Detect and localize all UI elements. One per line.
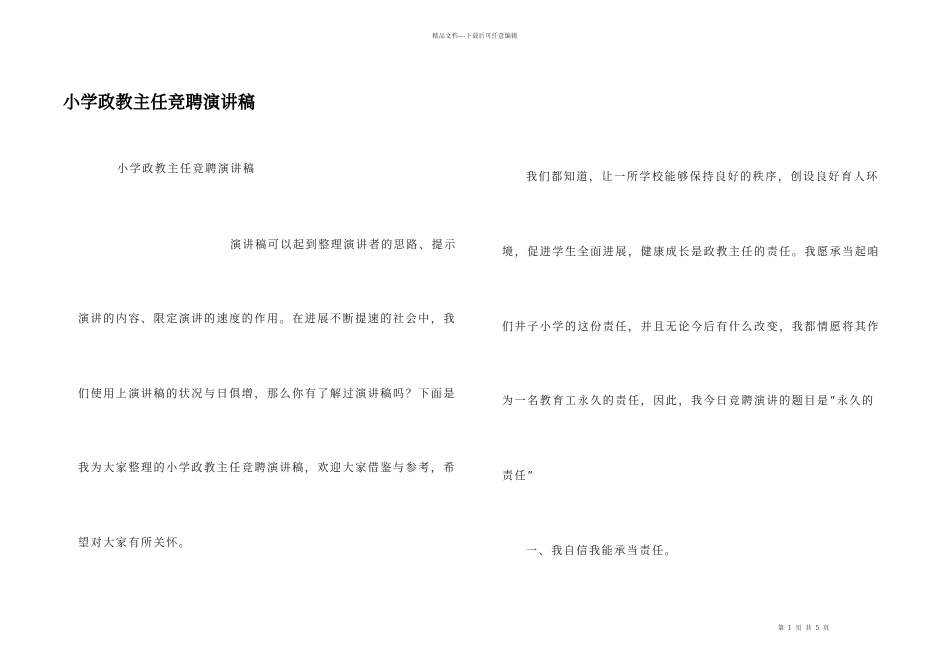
left-line-1: 小学政教主任竞聘演讲稿 [117,162,256,175]
right-line-4: 为一名教育工永久的责任，因此，我今日竞聘演讲的题目是“永久的 [502,394,875,407]
right-line-1: 我们都知道，让一所学校能够保持良好的秩序，创设良好育人环 [526,170,879,183]
left-line-4: 们使用上演讲稿的状况与日俱增，那么你有了解过演讲稿吗？下面是 [78,387,456,400]
left-line-5: 我为大家整理的小学政教主任竞聘演讲稿，欢迎大家借鉴与参考，希 [78,461,456,474]
page-header-note: 精品文档---下载后可任意编辑 [432,33,518,40]
right-line-3: 们井子小学的这份责任，并且无论今后有什么改变，我都情愿将其作 [502,320,880,333]
right-line-6: 一、我自信我能承当责任。 [526,544,678,557]
left-line-2: 演讲稿可以起到整理演讲者的思路、提示 [230,238,457,251]
right-line-2: 境，促进学生全面进展，健康成长是政教主任的责任。我愿承当起咱 [502,245,880,258]
left-line-6: 望对大家有所关怀。 [78,536,192,549]
right-line-5: 责任” [502,469,535,482]
page-number: 第 1 页 共 5 页 [778,625,831,632]
left-line-3: 演讲的内容、限定演讲的速度的作用。在进展不断提速的社会中，我 [78,312,456,325]
document-title: 小学政教主任竞聘演讲稿 [63,93,256,113]
